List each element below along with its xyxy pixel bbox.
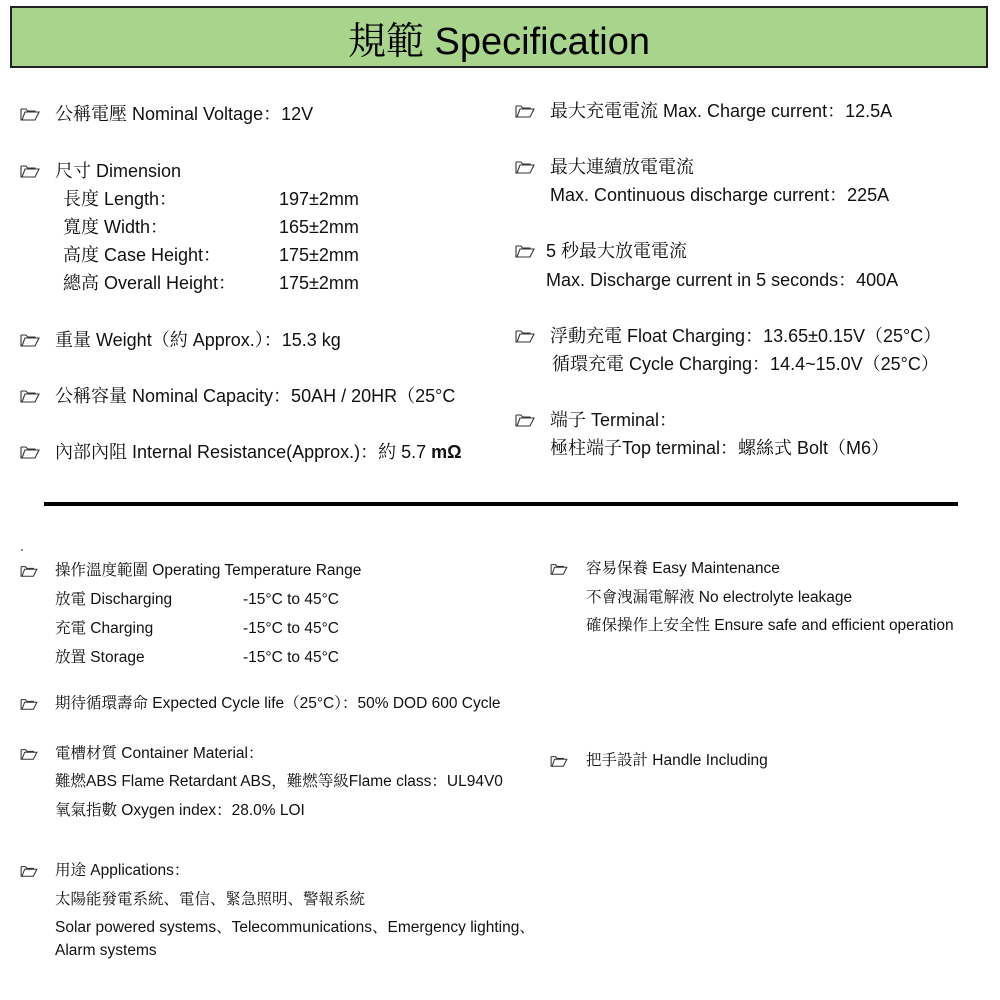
dimension-heading: 尺寸 Dimension [55, 161, 182, 181]
folder-outline-icon [20, 697, 38, 711]
folder-outline-icon [550, 754, 568, 768]
folder-outline-icon [515, 243, 535, 259]
nominal-voltage: 公稱電壓 Nominal Voltage：12V [55, 104, 314, 124]
terminal-heading: 端子 Terminal： [550, 410, 678, 430]
dimension-width-value: 165±2mm [279, 217, 359, 237]
max-continuous-discharge-value: Max. Continuous discharge current：225A [550, 185, 890, 205]
cycle-life: 期待循環壽命 Expected Cycle life（25°C）：50% DOD 600 Cycle [55, 695, 501, 712]
temp-charging-label: 充電 Charging [55, 620, 154, 637]
float-charging: 浮動充電 Float Charging：13.65±0.15V（25°C） [550, 326, 942, 346]
temp-discharging-value: -15°C to 45°C [243, 591, 339, 608]
maintenance-line2: 確保操作上安全性 Ensure safe and efficient operation [586, 617, 954, 634]
dimension-length-value: 197±2mm [279, 189, 359, 209]
temp-storage-value: -15°C to 45°C [243, 649, 339, 666]
internal-resistance [55, 441, 462, 463]
folder-outline-icon [515, 159, 535, 175]
page-title: 規範 Specification [347, 20, 650, 63]
max-charge-current: 最大充電電流 Max. Charge current：12.5A [550, 101, 893, 121]
folder-outline-icon [515, 103, 535, 119]
container-line2: 氧氣指數 Oxygen index：28.0% LOI [55, 802, 305, 819]
folder-outline-icon [515, 412, 535, 428]
stray-dot [21, 549, 23, 551]
folder-outline-icon [550, 562, 568, 576]
dimension-width-label: 寬度 Width： [63, 217, 169, 237]
applications-line1: 太陽能發電系統、電信、緊急照明、警報系統 [55, 891, 366, 908]
title-bar [10, 6, 988, 68]
temp-charging-value: -15°C to 45°C [243, 620, 339, 637]
applications-line3: Alarm systems [55, 942, 157, 959]
folder-outline-icon [20, 163, 40, 179]
dimension-case-height-label: 高度 Case Height： [63, 245, 222, 265]
applications-line2: Solar powered systems、Telecommunications、Emergency lighting、 [55, 919, 535, 936]
folder-outline-icon [20, 747, 38, 761]
cycle-charging: 循環充電 Cycle Charging：14.4~15.0V（25°C） [552, 354, 939, 374]
operating-temp-heading: 操作溫度範圍 Operating Temperature Range [55, 562, 362, 579]
section-divider [44, 502, 958, 506]
container-heading: 電槽材質 Container Material： [55, 745, 264, 762]
folder-outline-icon [20, 864, 38, 878]
maintenance-heading: 容易保養 Easy Maintenance [586, 560, 780, 577]
terminal-value: 極柱端子Top terminal：螺絲式 Bolt（M6） [550, 438, 890, 458]
applications-heading: 用途 Applications： [55, 862, 190, 879]
folder-outline-icon [20, 388, 40, 404]
dimension-overall-height-label: 總高 Overall Height： [63, 273, 237, 293]
discharge-5s-heading: 5 秒最大放電電流 [546, 241, 688, 261]
dimension-length-label: 長度 Length： [63, 189, 178, 209]
temp-storage-label: 放置 Storage [55, 649, 145, 666]
folder-outline-icon [20, 332, 40, 348]
nominal-capacity: 公稱容量 Nominal Capacity：50AH / 20HR（25°C [55, 386, 456, 406]
internal-resistance-text: 內部內阻 Internal Resistance(Approx.)：約 5.7 [55, 442, 432, 462]
dimension-case-height-value: 175±2mm [279, 245, 359, 265]
discharge-5s-value: Max. Discharge current in 5 seconds：400A [546, 270, 899, 290]
internal-resistance-unit: mΩ [431, 442, 462, 462]
container-line1: 難燃ABS Flame Retardant ABS，難燃等級Flame class：UL94V0 [55, 773, 503, 790]
weight: 重量 Weight（約 Approx.）：15.3 kg [55, 330, 341, 350]
folder-outline-icon [515, 328, 535, 344]
handle-including: 把手設計 Handle Including [586, 752, 768, 769]
maintenance-line1: 不會洩漏電解液 No electrolyte leakage [586, 589, 853, 606]
folder-outline-icon [20, 106, 40, 122]
folder-outline-icon [20, 444, 40, 460]
folder-outline-icon [20, 564, 38, 578]
temp-discharging-label: 放電 Discharging [55, 591, 173, 608]
dimension-overall-height-value: 175±2mm [279, 273, 359, 293]
max-continuous-discharge-heading: 最大連續放電電流 [550, 157, 694, 177]
